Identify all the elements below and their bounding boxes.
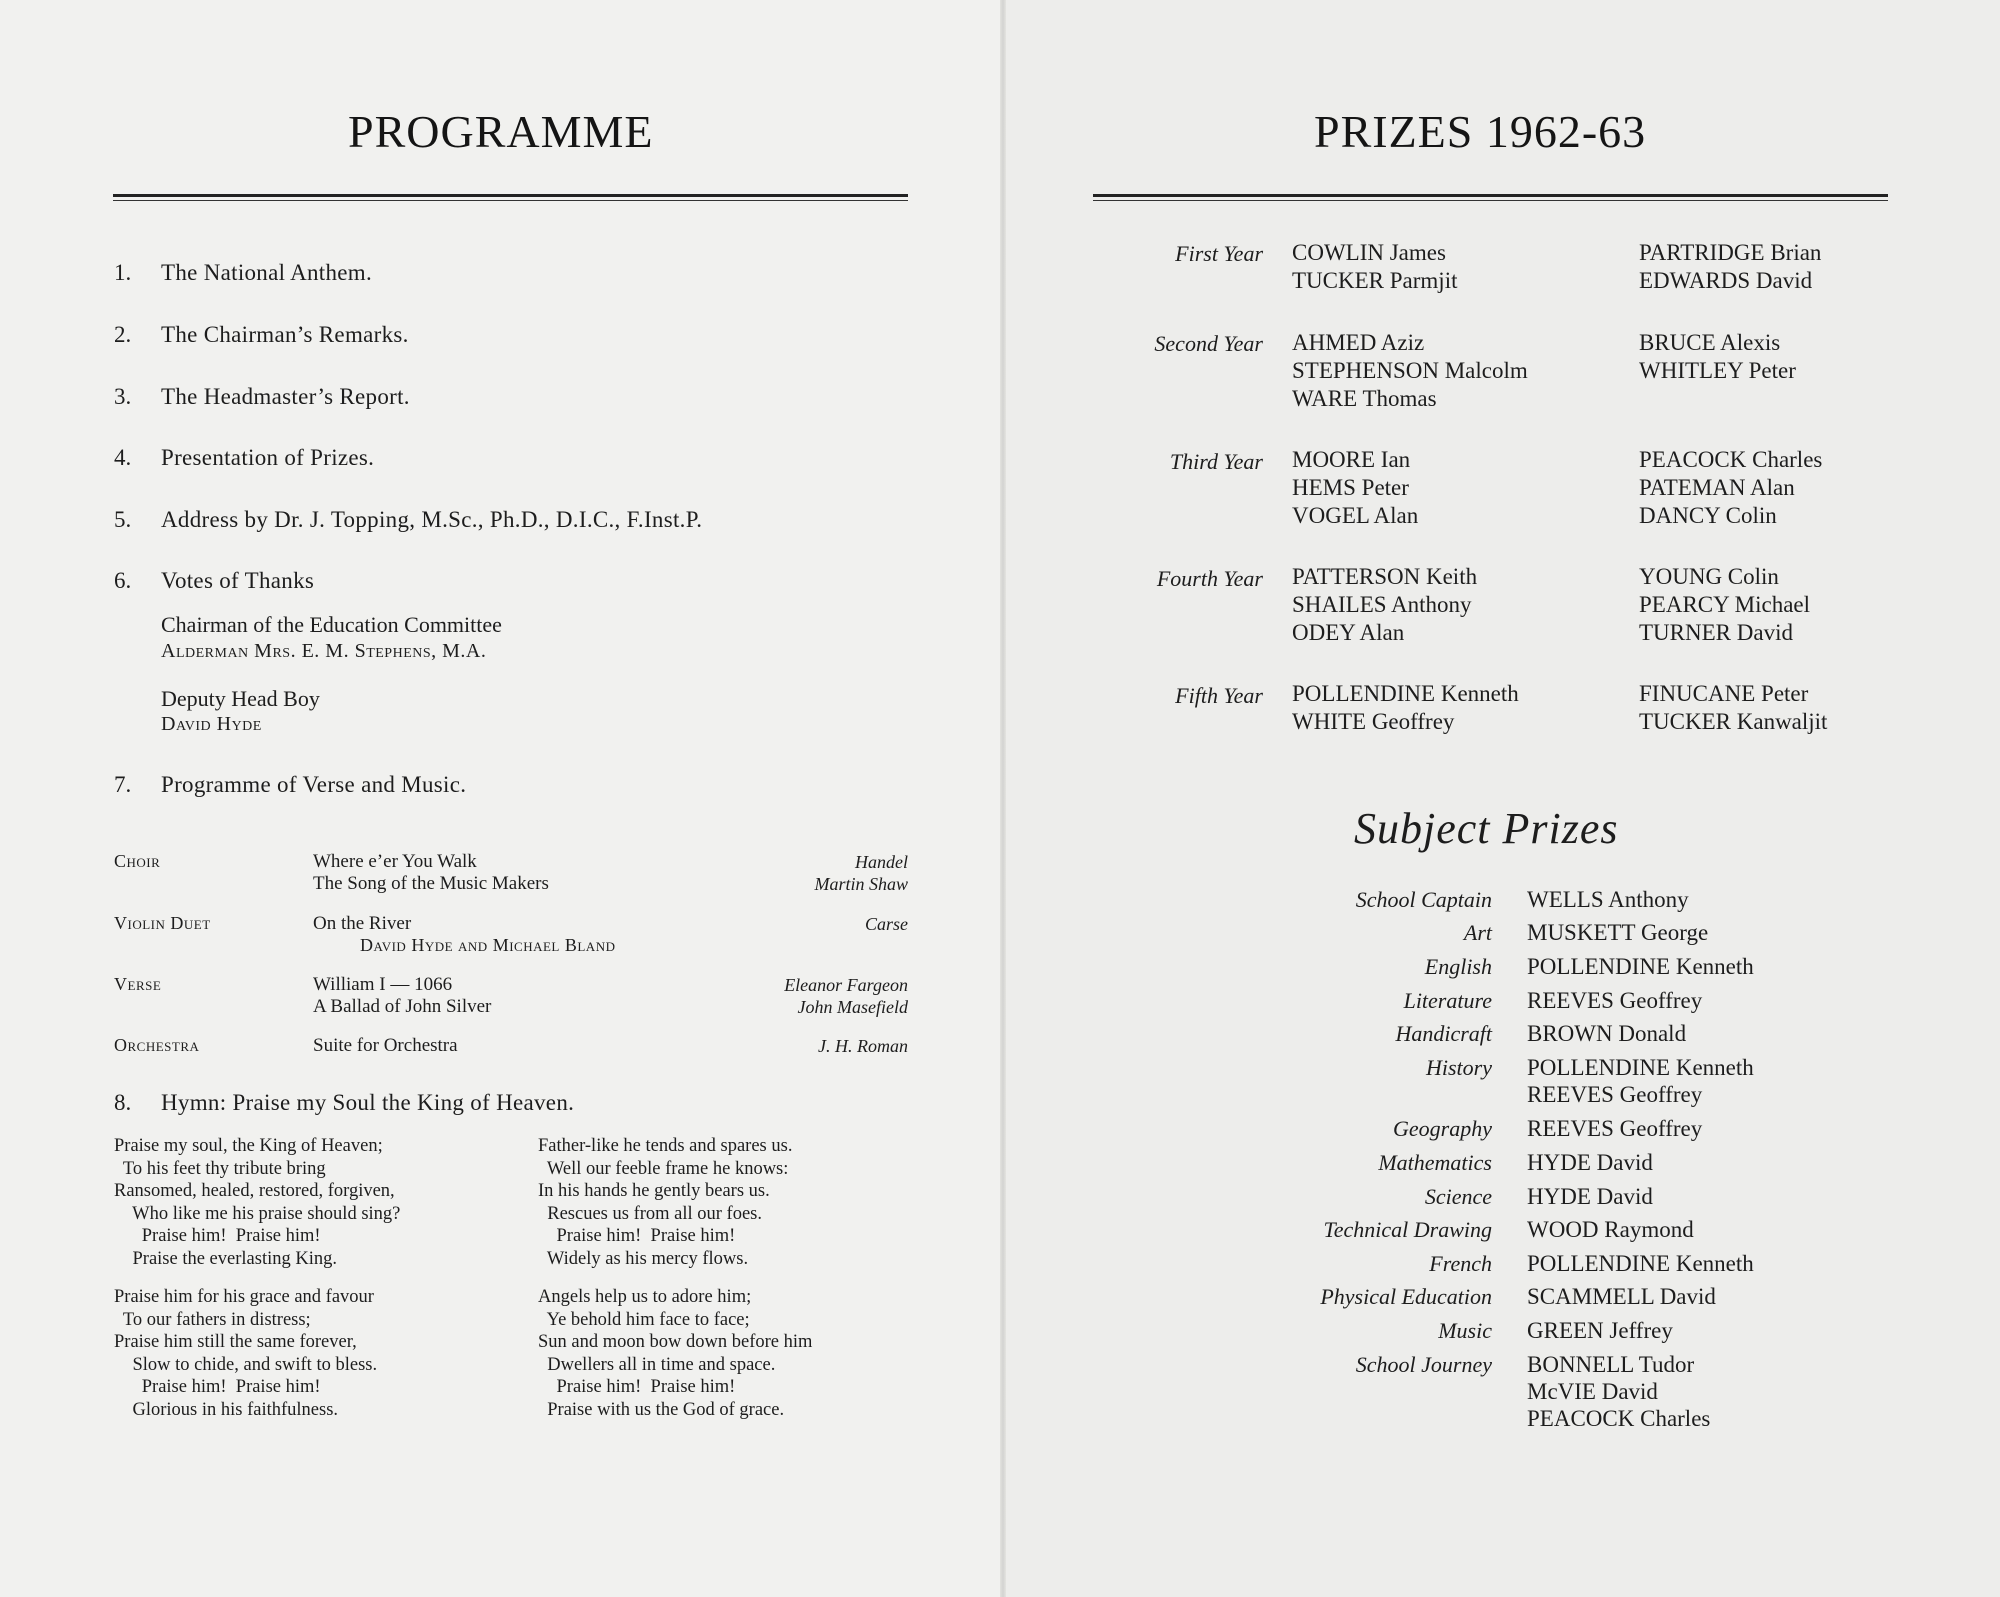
item-number: 1. — [114, 260, 132, 285]
subject-label: English — [1424, 954, 1492, 979]
year-names-col1 — [1292, 329, 1528, 413]
prize-name: POLLENDINE Kenneth — [1527, 954, 1754, 979]
subject-names — [1527, 1054, 1754, 1108]
subject-names — [1527, 1283, 1716, 1310]
year-label: Fifth Year — [1175, 683, 1263, 708]
hymn-line: Praise him! Praise him! — [538, 1226, 736, 1246]
prize-name: YOUNG Colin — [1639, 564, 1779, 589]
performance-title: William I — 1066 — [313, 974, 453, 995]
year-label: Third Year — [1169, 449, 1263, 474]
prize-name: McVIE David — [1527, 1379, 1658, 1404]
hymn-line: To his feet thy tribute bring — [114, 1158, 326, 1179]
hymn-line: Praise him! Praise him! — [114, 1377, 321, 1397]
hymn-line: Praise him! Praise him! — [114, 1226, 321, 1246]
hymn-line: Praise the everlasting King. — [114, 1248, 337, 1269]
prize-name: HEMS Peter — [1292, 475, 1409, 500]
prize-name: WELLS Anthony — [1527, 887, 1689, 912]
prizes-rule-thin — [1093, 200, 1888, 201]
subject-prizes-heading: Subject Prizes — [1354, 804, 1619, 853]
performance-composer: Martin Shaw — [814, 874, 908, 894]
prize-name: BROWN Donald — [1527, 1021, 1687, 1046]
subject-names — [1527, 1020, 1686, 1047]
subject-label: Music — [1438, 1318, 1492, 1343]
programme-rule-thick — [113, 194, 908, 197]
item-number: 3. — [114, 384, 132, 409]
performance-composer: Carse — [864, 914, 908, 934]
subject-names — [1527, 1351, 1710, 1432]
hymn-line: Glorious in his faithfulness. — [114, 1399, 339, 1420]
item-chairmans-remarks: The Chairman’s Remarks. — [161, 322, 409, 347]
item-votes-of-thanks: Votes of Thanks — [161, 568, 315, 593]
subject-names — [1527, 919, 1708, 946]
subject-label: Science — [1424, 1184, 1492, 1209]
item-national-anthem: The National Anthem. — [161, 260, 373, 285]
prize-name: AHMED Aziz — [1292, 330, 1425, 355]
prizes-page — [1003, 0, 2000, 1597]
subject-names — [1527, 1317, 1673, 1344]
item-number: 8. — [114, 1090, 132, 1115]
subject-names — [1527, 987, 1702, 1014]
prize-name: HYDE David — [1527, 1150, 1653, 1175]
hymn-line: Widely as his mercy flows. — [538, 1248, 749, 1269]
prize-name: STEPHENSON Malcolm — [1292, 358, 1528, 383]
programme-rule-thin — [113, 200, 908, 201]
hymn-line: In his hands he gently bears us. — [538, 1181, 770, 1201]
performance-title: The Song of the Music Makers — [313, 873, 549, 894]
hymn-line: Dwellers all in time and space. — [538, 1354, 776, 1375]
item-address: Address by Dr. J. Topping, M.Sc., Ph.D., D.I.C., F.Inst.P. — [161, 507, 703, 532]
performance-composer: John Masefield — [797, 997, 908, 1017]
thanks-role: Chairman of the Education Committee — [161, 612, 502, 637]
prize-name: PEACOCK Charles — [1639, 447, 1823, 472]
performance-title: A Ballad of John Silver — [313, 996, 492, 1017]
performance-composer: Handel — [855, 852, 908, 872]
year-names-col1 — [1292, 239, 1457, 295]
subject-names — [1527, 1250, 1754, 1277]
item-verse-and-music: Programme of Verse and Music. — [161, 772, 467, 797]
thanks-role: Deputy Head Boy — [161, 686, 320, 711]
year-names-col1 — [1292, 446, 1418, 530]
subject-label: Geography — [1393, 1116, 1492, 1141]
item-number: 6. — [114, 568, 132, 593]
hymn-line: Rescues us from all our foes. — [538, 1203, 763, 1224]
prize-name: MUSKETT George — [1527, 920, 1709, 945]
thanks-name: Alderman Mrs. E. M. Stephens, M.A. — [161, 640, 487, 662]
prize-name: VOGEL Alan — [1292, 503, 1419, 528]
page-fold — [1000, 0, 1006, 1597]
prize-name: COWLIN James — [1292, 240, 1446, 265]
year-label: First Year — [1175, 241, 1263, 266]
prize-name: PATTERSON Keith — [1292, 564, 1478, 589]
year-label: Fourth Year — [1156, 566, 1263, 591]
prize-name: EDWARDS David — [1639, 268, 1813, 293]
subject-names — [1527, 1149, 1653, 1176]
subject-label: History — [1426, 1055, 1492, 1080]
prize-name: MOORE Ian — [1292, 447, 1411, 472]
prize-name: BONNELL Tudor — [1527, 1352, 1695, 1377]
year-label: Second Year — [1154, 331, 1263, 356]
year-names-col2 — [1639, 446, 1822, 530]
hymn-line: To our fathers in distress; — [114, 1309, 311, 1330]
hymn-line: Praise him still the same forever, — [114, 1332, 357, 1352]
prize-name: PEARCY Michael — [1639, 592, 1810, 617]
prize-name: TURNER David — [1639, 620, 1793, 645]
hymn-line: Who like me his praise should sing? — [114, 1203, 401, 1224]
prize-name: PATEMAN Alan — [1639, 475, 1795, 500]
hymn-line: Ye behold him face to face; — [538, 1309, 750, 1330]
hymn-verse — [114, 1135, 400, 1270]
hymn-line: Praise with us the God of grace. — [538, 1399, 785, 1420]
prize-name: SCAMMELL David — [1527, 1284, 1716, 1309]
prize-name: FINUCANE Peter — [1639, 681, 1809, 706]
item-number: 4. — [114, 445, 132, 470]
hymn-line: Praise my soul, the King of Heaven; — [114, 1136, 383, 1156]
hymn-verse — [538, 1286, 812, 1421]
hymn-line: Slow to chide, and swift to bless. — [114, 1354, 378, 1375]
performance-title: On the River — [313, 913, 412, 934]
hymn-line: Praise him! Praise him! — [538, 1377, 736, 1397]
prize-name: ODEY Alan — [1292, 620, 1405, 645]
subject-label: School Captain — [1355, 887, 1492, 912]
item-number: 2. — [114, 322, 132, 347]
subject-names — [1527, 1216, 1694, 1243]
performance-label: Violin Duet — [114, 913, 211, 933]
performance-composer: J. H. Roman — [818, 1036, 908, 1056]
year-names-col1 — [1292, 563, 1477, 647]
prize-name: TUCKER Kanwaljit — [1639, 709, 1828, 734]
prize-name: HYDE David — [1527, 1184, 1653, 1209]
hymn-line: Father-like he tends and spares us. — [538, 1136, 793, 1156]
subject-names — [1527, 886, 1689, 913]
prize-name: WHITE Geoffrey — [1292, 709, 1455, 734]
subject-label: Literature — [1403, 988, 1492, 1013]
subject-label: Technical Drawing — [1323, 1217, 1492, 1242]
prize-name: DANCY Colin — [1639, 503, 1777, 528]
year-names-col2 — [1639, 680, 1827, 736]
prize-name: WHITLEY Peter — [1639, 358, 1796, 383]
hymn-verse — [538, 1135, 792, 1270]
year-names-col2 — [1639, 239, 1821, 295]
item-number: 5. — [114, 507, 132, 532]
prize-name: PEACOCK Charles — [1527, 1406, 1711, 1431]
prize-name: POLLENDINE Kenneth — [1292, 681, 1519, 706]
subject-names — [1527, 953, 1754, 980]
performance-label: Verse — [114, 974, 162, 994]
prize-name: REEVES Geoffrey — [1527, 1082, 1703, 1107]
subject-label: Art — [1463, 920, 1492, 945]
item-number: 7. — [114, 772, 132, 797]
thanks-name: David Hyde — [161, 713, 262, 735]
hymn-line: Praise him for his grace and favour — [114, 1287, 374, 1307]
item-presentation-of-prizes: Presentation of Prizes. — [161, 445, 375, 470]
prizes-rule-thick — [1093, 194, 1888, 197]
prize-name: REEVES Geoffrey — [1527, 1116, 1703, 1141]
prize-name: TUCKER Parmjit — [1292, 268, 1458, 293]
hymn-line: Well our feeble frame he knows: — [538, 1158, 789, 1179]
subject-label: Handicraft — [1395, 1021, 1492, 1046]
subject-names — [1527, 1115, 1702, 1142]
item-hymn: Hymn: Praise my Soul the King of Heaven. — [161, 1090, 575, 1115]
subject-label: French — [1429, 1251, 1492, 1276]
performance-performers: David Hyde and Michael Bland — [360, 935, 616, 955]
prize-name: WARE Thomas — [1292, 386, 1437, 411]
subject-label: Physical Education — [1320, 1284, 1492, 1309]
year-names-col1 — [1292, 680, 1519, 736]
prizes-heading: PRIZES 1962-63 — [1314, 106, 1647, 157]
prize-name: SHAILES Anthony — [1292, 592, 1472, 617]
hymn-line: Angels help us to adore him; — [538, 1287, 752, 1307]
programme-heading: PROGRAMME — [348, 106, 654, 157]
prize-name: PARTRIDGE Brian — [1639, 240, 1822, 265]
hymn-verse — [114, 1286, 377, 1421]
hymn-line: Sun and moon bow down before him — [538, 1332, 813, 1352]
performance-composer: Eleanor Fargeon — [784, 975, 908, 995]
performance-label: Orchestra — [114, 1035, 200, 1055]
subject-names — [1527, 1183, 1653, 1210]
prize-name: POLLENDINE Kenneth — [1527, 1055, 1754, 1080]
performance-label: Choir — [114, 851, 161, 871]
subject-label: Mathematics — [1378, 1150, 1492, 1175]
prize-name: BRUCE Alexis — [1639, 330, 1781, 355]
prize-name: REEVES Geoffrey — [1527, 988, 1703, 1013]
year-names-col2 — [1639, 563, 1810, 647]
prize-name: GREEN Jeffrey — [1527, 1318, 1673, 1343]
prize-name: POLLENDINE Kenneth — [1527, 1251, 1754, 1276]
year-names-col2 — [1639, 329, 1796, 385]
performance-title: Suite for Orchestra — [313, 1035, 458, 1056]
prize-name: WOOD Raymond — [1527, 1217, 1694, 1242]
item-headmasters-report: The Headmaster’s Report. — [161, 384, 410, 409]
performance-title: Where e’er You Walk — [313, 851, 477, 872]
subject-label: School Journey — [1355, 1352, 1492, 1377]
hymn-line: Ransomed, healed, restored, forgiven, — [114, 1181, 395, 1201]
